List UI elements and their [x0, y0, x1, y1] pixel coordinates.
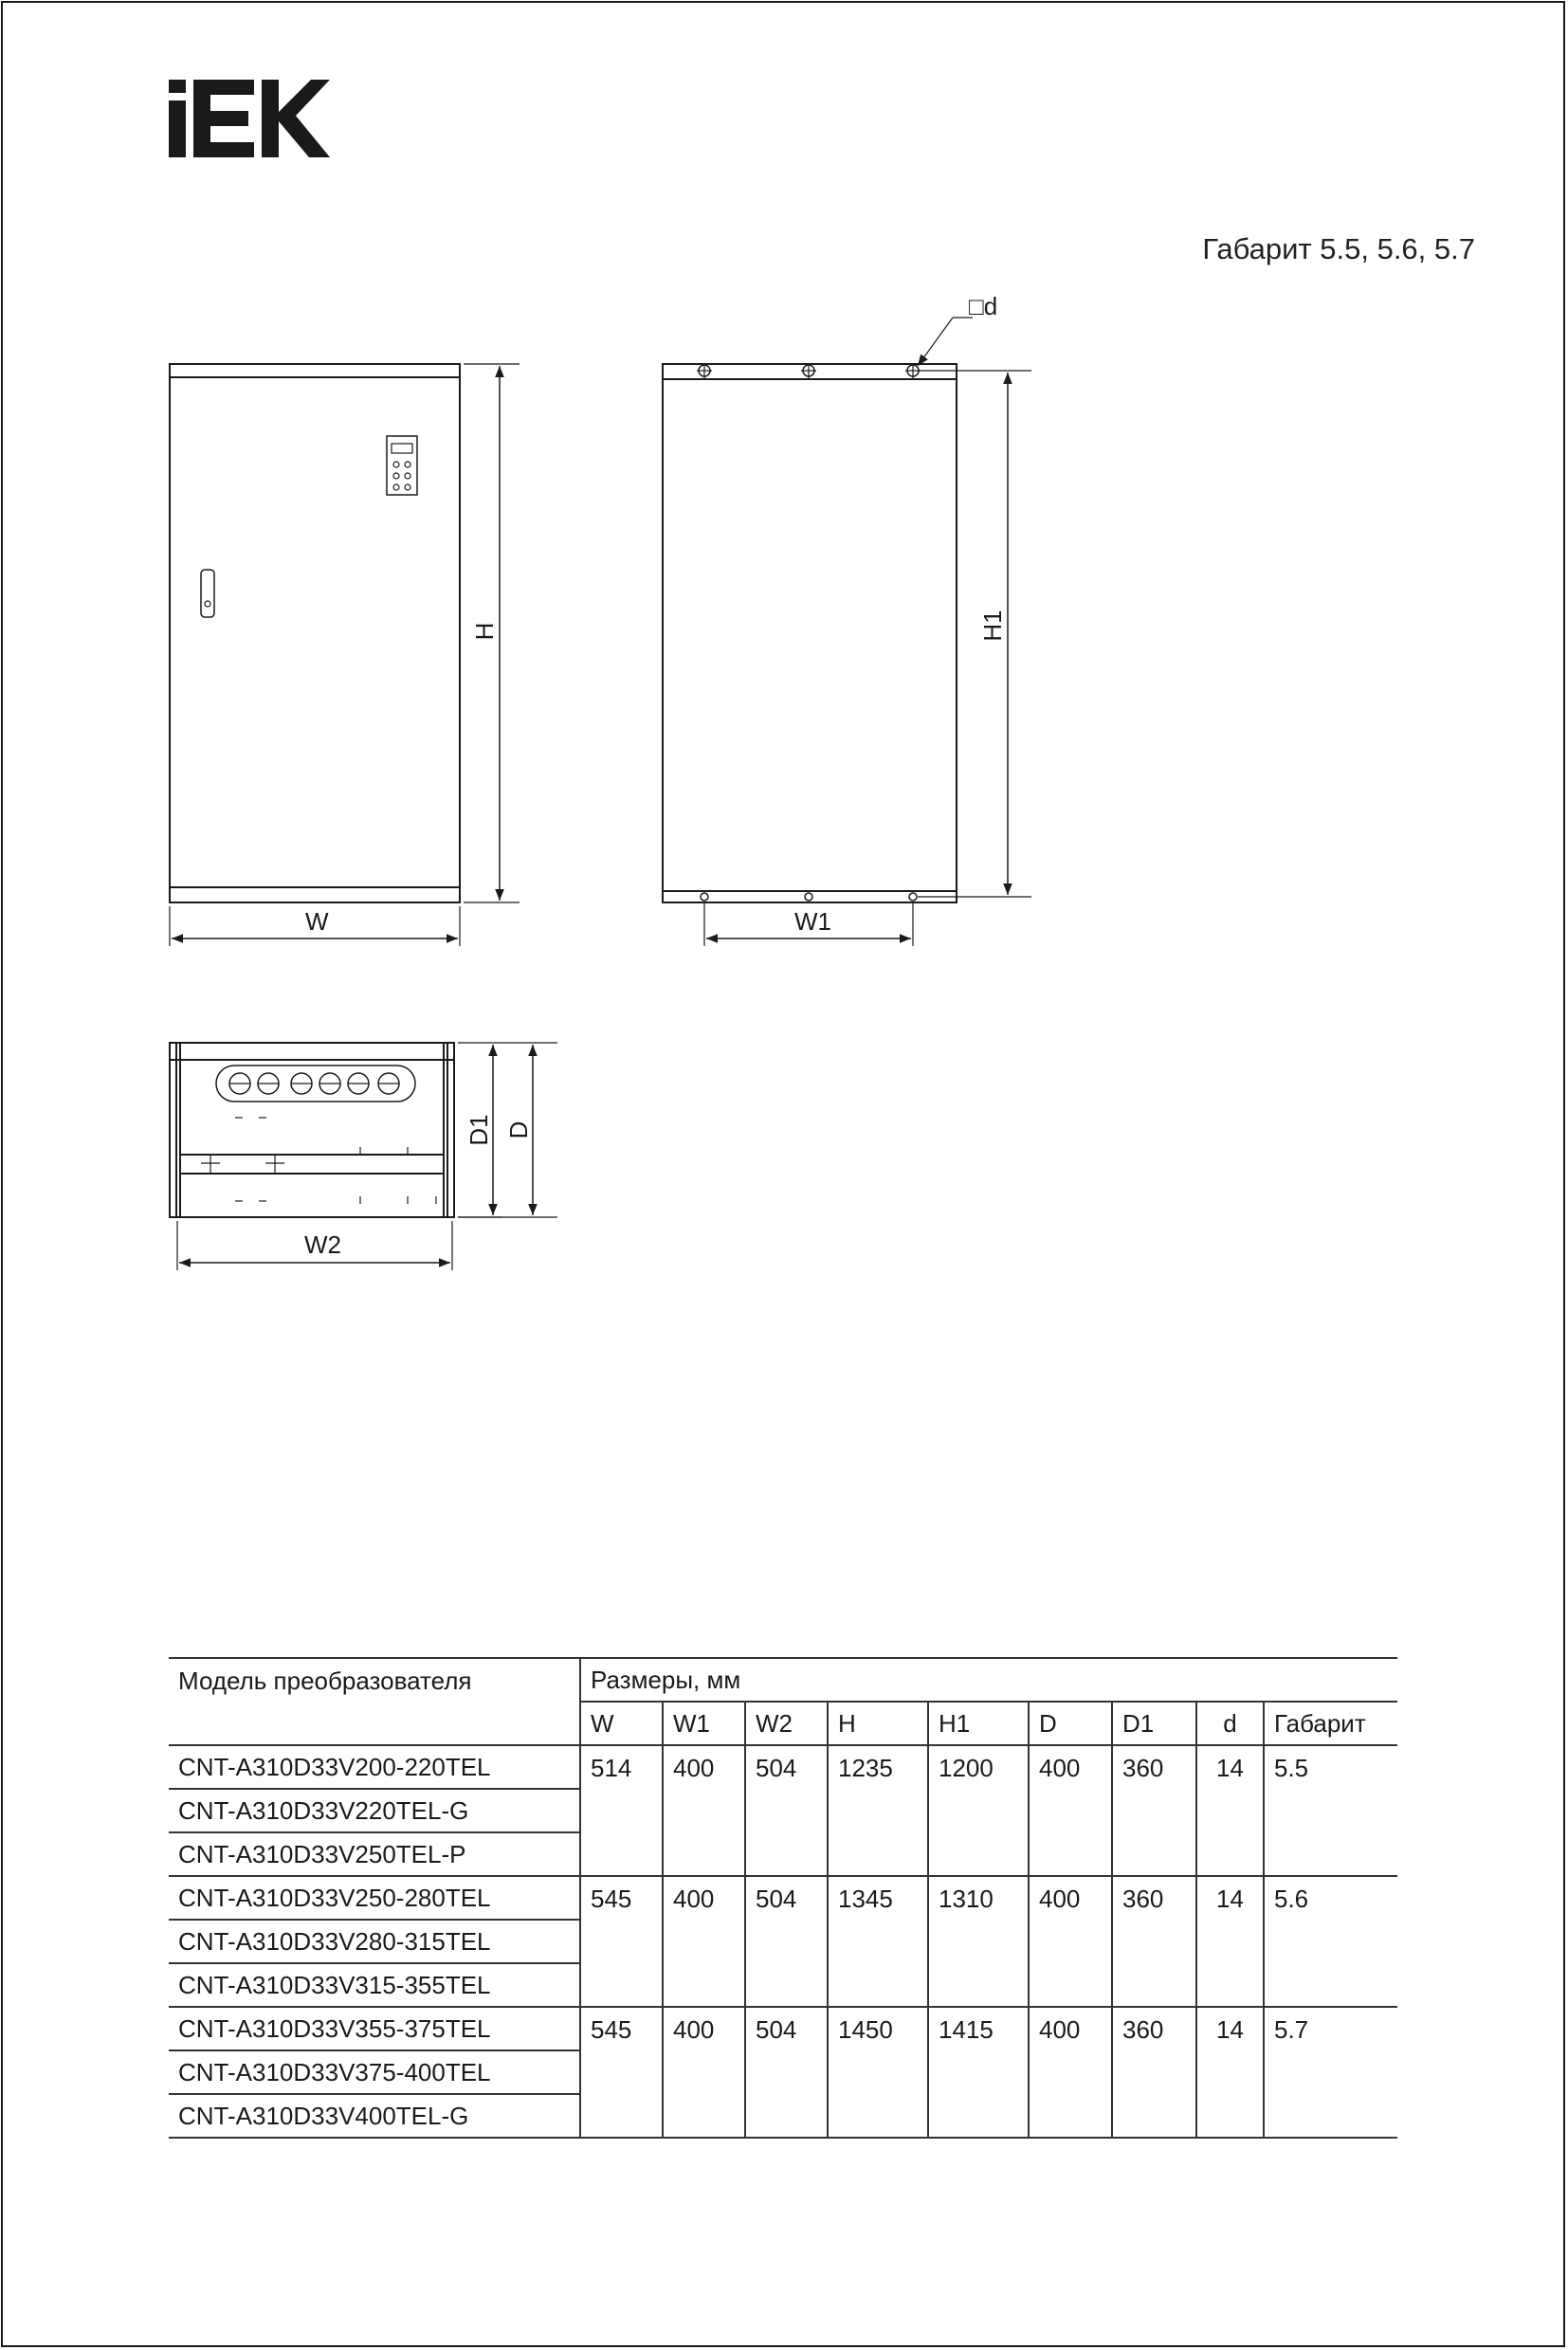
model-cell: CNT-A310D33V250-280TEL	[169, 1876, 580, 1920]
model-cell: CNT-A310D33V250TEL-P	[169, 1832, 580, 1876]
value-cell: 360	[1112, 1745, 1196, 1876]
table-row	[169, 1876, 1397, 1920]
col-header: D	[1029, 1702, 1112, 1745]
col-header: W	[580, 1702, 663, 1745]
value-cell: 1450	[828, 2007, 928, 2138]
col-header: W1	[663, 1702, 745, 1745]
value-cell: 360	[1112, 2007, 1196, 2138]
value-cell: 400	[1029, 2007, 1112, 2138]
value-cell: 5.5	[1264, 1745, 1397, 1876]
dimensions-table	[169, 1657, 1397, 2139]
col-header: H	[828, 1702, 928, 1745]
value-cell: 5.7	[1264, 2007, 1397, 2138]
value-cell: 400	[1029, 1876, 1112, 2007]
model-cell: CNT-A310D33V315-355TEL	[169, 1963, 580, 2007]
model-cell: CNT-A310D33V400TEL-G	[169, 2094, 580, 2138]
value-cell: 514	[580, 1745, 663, 1876]
value-cell: 14	[1196, 2007, 1264, 2138]
value-cell: 400	[663, 1876, 745, 2007]
top-view	[170, 1043, 454, 1217]
value-cell: 1310	[928, 1876, 1029, 2007]
value-cell: 400	[1029, 1745, 1112, 1876]
col-header: W2	[745, 1702, 828, 1745]
label-w: W	[305, 907, 329, 936]
value-cell: 5.6	[1264, 1876, 1397, 2007]
value-cell: 14	[1196, 1876, 1264, 2007]
value-cell: 504	[745, 1745, 828, 1876]
label-h: H	[470, 622, 499, 641]
col-header: D1	[1112, 1702, 1196, 1745]
label-h1: H1	[978, 610, 1007, 642]
label-w1: W1	[794, 907, 831, 936]
value-cell: 400	[663, 2007, 745, 2138]
value-cell: 545	[580, 1876, 663, 2007]
model-cell: CNT-A310D33V200-220TEL	[169, 1745, 580, 1789]
value-cell: 504	[745, 2007, 828, 2138]
label-d1: D1	[465, 1114, 493, 1146]
front-view	[170, 364, 460, 902]
value-cell: 400	[663, 1745, 745, 1876]
value-cell: 1235	[828, 1745, 928, 1876]
model-cell: CNT-A310D33V280-315TEL	[169, 1920, 580, 1963]
value-cell: 545	[580, 2007, 663, 2138]
col-header: d	[1196, 1702, 1264, 1745]
header-model: Модель преобразователя	[169, 1658, 580, 1745]
page-title: Габарит 5.5, 5.6, 5.7	[1202, 232, 1475, 265]
label-d-depth: D	[504, 1120, 533, 1139]
col-header: H1	[928, 1702, 1029, 1745]
value-cell: 1415	[928, 2007, 1029, 2138]
value-cell: 504	[745, 1876, 828, 2007]
header-dimensions: Размеры, мм	[580, 1658, 1397, 1702]
table-row	[169, 2007, 1397, 2050]
label-d: □d	[969, 292, 998, 320]
value-cell: 1345	[828, 1876, 928, 2007]
value-cell: 14	[1196, 1745, 1264, 1876]
label-w2: W2	[304, 1230, 341, 1259]
table-row	[169, 1745, 1397, 1789]
value-cell: 1200	[928, 1745, 1029, 1876]
back-view	[663, 363, 957, 902]
col-header: Габарит	[1264, 1702, 1397, 1745]
model-cell: CNT-A310D33V220TEL-G	[169, 1789, 580, 1832]
value-cell: 360	[1112, 1876, 1196, 2007]
model-cell: CNT-A310D33V375-400TEL	[169, 2050, 580, 2094]
model-cell: CNT-A310D33V355-375TEL	[169, 2007, 580, 2050]
